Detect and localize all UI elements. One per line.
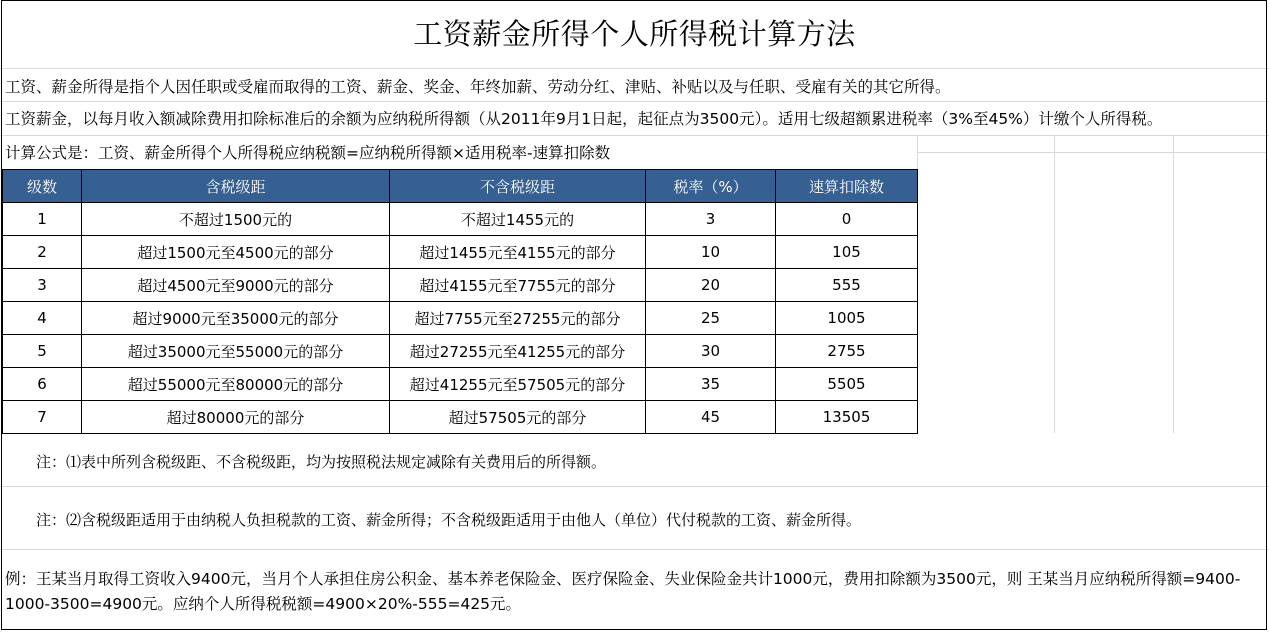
cell-level[interactable]: 2	[3, 236, 82, 269]
gridline	[917, 152, 1267, 153]
cell-quick-deduction[interactable]: 555	[776, 269, 918, 302]
sheet-title[interactable]: 工资薪金所得个人所得税计算方法	[413, 17, 856, 51]
sheet-border	[1, 629, 1267, 630]
gridline	[1054, 135, 1055, 433]
cell-nontaxable-range[interactable]: 不超过1455元的	[390, 203, 646, 236]
header-level[interactable]: 级数	[3, 170, 82, 203]
cell-nontaxable-range[interactable]: 超过27255元至41255元的部分	[390, 335, 646, 368]
gridline	[1173, 135, 1174, 433]
table-header-row	[3, 170, 918, 203]
cell-level[interactable]: 6	[3, 368, 82, 401]
cell-tax-rate[interactable]: 35	[646, 368, 776, 401]
cell-level[interactable]: 7	[3, 401, 82, 434]
cell-nontaxable-range[interactable]: 超过1455元至4155元的部分	[390, 236, 646, 269]
cell-tax-rate[interactable]: 45	[646, 401, 776, 434]
cell-level[interactable]: 1	[3, 203, 82, 236]
intro-line-formula[interactable]: 计算公式是：工资、薪金所得个人所得税应纳税额=应纳税所得额×适用税率-速算扣除数	[5, 144, 611, 162]
intro-line-definition[interactable]: 工资、薪金所得是指个人因任职或受雇而取得的工资、薪金、奖金、年终加薪、劳动分红、津贴、补贴以及与任职、受雇有关的其它所得。	[5, 78, 951, 96]
cell-taxable-range[interactable]: 不超过1500元的	[82, 203, 390, 236]
cell-quick-deduction[interactable]: 2755	[776, 335, 918, 368]
cell-quick-deduction[interactable]: 1005	[776, 302, 918, 335]
gridline	[0, 486, 1269, 487]
cell-nontaxable-range[interactable]: 超过4155元至7755元的部分	[390, 269, 646, 302]
cell-nontaxable-range[interactable]: 超过7755元至27255元的部分	[390, 302, 646, 335]
cell-taxable-range[interactable]: 超过35000元至55000元的部分	[82, 335, 390, 368]
table-row	[3, 269, 918, 302]
header-tax-rate[interactable]: 税率（%）	[646, 170, 776, 203]
cell-nontaxable-range[interactable]: 超过57505元的部分	[390, 401, 646, 434]
table-row	[3, 302, 918, 335]
cell-tax-rate[interactable]: 3	[646, 203, 776, 236]
cell-level[interactable]: 5	[3, 335, 82, 368]
cell-taxable-range[interactable]: 超过80000元的部分	[82, 401, 390, 434]
cell-tax-rate[interactable]: 30	[646, 335, 776, 368]
cell-tax-rate[interactable]: 10	[646, 236, 776, 269]
cell-taxable-range[interactable]: 超过4500元至9000元的部分	[82, 269, 390, 302]
cell-level[interactable]: 3	[3, 269, 82, 302]
gridline	[0, 101, 1269, 102]
example-text[interactable]: 例：王某当月取得工资收入9400元，当月个人承担住房公积金、基本养老保险金、医疗保险金、失业保险金共计1000元，费用扣除额为3500元，则 王某当月应纳税所得额=9400-1000-3500=4900元。应纳个人所得税税额=4900×20%-555=425元。	[5, 570, 1241, 613]
cell-taxable-range[interactable]: 超过9000元至35000元的部分	[82, 302, 390, 335]
intro-line-threshold[interactable]: 工资薪金，以每月收入额减除费用扣除标准后的余额为应纳税所得额（从2011年9月1日起，起征点为3500元）。适用七级超额累进税率（3%至45%）计缴个人所得税。	[5, 110, 1163, 128]
sheet-border	[1, 0, 1267, 1]
table-row	[3, 401, 918, 434]
cell-tax-rate[interactable]: 25	[646, 302, 776, 335]
header-quick-deduction[interactable]: 速算扣除数	[776, 170, 918, 203]
tax-bracket-table	[2, 169, 918, 434]
header-taxable-range[interactable]: 含税级距	[82, 170, 390, 203]
table-row	[3, 335, 918, 368]
cell-quick-deduction[interactable]: 13505	[776, 401, 918, 434]
cell-nontaxable-range[interactable]: 超过41255元至57505元的部分	[390, 368, 646, 401]
cell-quick-deduction[interactable]: 5505	[776, 368, 918, 401]
table-row	[3, 203, 918, 236]
gridline	[0, 135, 1269, 136]
table-row	[3, 368, 918, 401]
gridline	[0, 68, 1269, 69]
cell-tax-rate[interactable]: 20	[646, 269, 776, 302]
sheet-border	[1266, 0, 1267, 630]
table-row	[3, 236, 918, 269]
header-nontaxable-range[interactable]: 不含税级距	[390, 170, 646, 203]
cell-quick-deduction[interactable]: 105	[776, 236, 918, 269]
cell-quick-deduction[interactable]: 0	[776, 203, 918, 236]
cell-taxable-range[interactable]: 超过1500元至4500元的部分	[82, 236, 390, 269]
note-second[interactable]: 注：⑵含税级距适用于由纳税人负担税款的工资、薪金所得；不含税级距适用于由他人（单位）代付税款的工资、薪金所得。	[36, 511, 862, 529]
gridline	[0, 549, 1269, 550]
note-first[interactable]: 注：⑴表中所列含税级距、不含税级距，均为按照税法规定减除有关费用后的所得额。	[36, 453, 607, 471]
cell-taxable-range[interactable]: 超过55000元至80000元的部分	[82, 368, 390, 401]
cell-level[interactable]: 4	[3, 302, 82, 335]
